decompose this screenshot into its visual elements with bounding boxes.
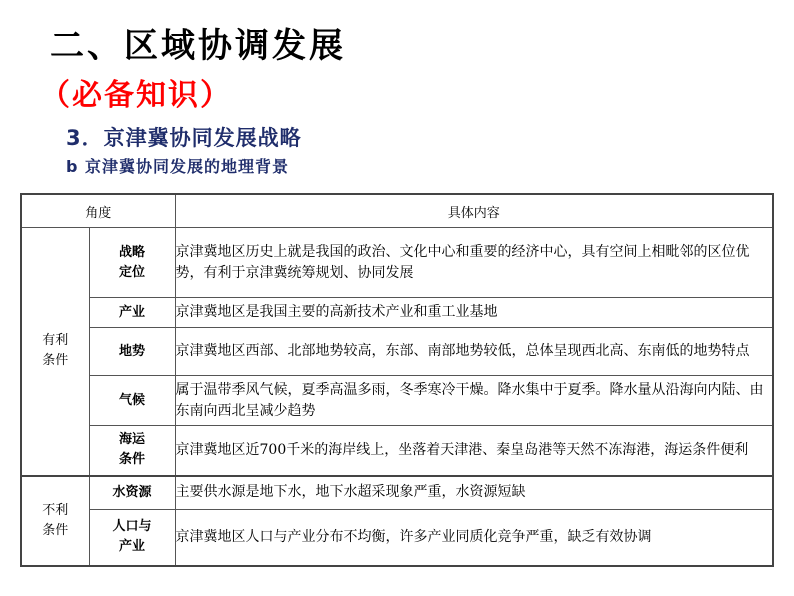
aspect-industry: 产业 (89, 298, 175, 328)
section-subtitle: b 京津冀协同发展的地理背景 (66, 157, 290, 176)
content-strategy: 京津冀地区历史上就是我国的政治、文化中心和重要的经济中心，具有空间上相毗邻的区位优势，有利于京津冀统筹规划、协同发展 (175, 228, 773, 298)
table-row (21, 328, 773, 376)
page-heading: 二、区域协调发展 (50, 26, 346, 66)
aspect-shipping: 海运 条件 (89, 426, 175, 476)
content-population: 京津冀地区人口与产业分布不均衡，许多产业同质化竞争严重，缺乏有效协调 (175, 510, 773, 566)
aspect-terrain: 地势 (89, 328, 175, 376)
table-row (21, 228, 773, 298)
favorable-label: 有利 条件 (21, 228, 89, 476)
aspect-climate: 气候 (89, 376, 175, 426)
table-header-row (21, 194, 773, 228)
table-row (21, 510, 773, 566)
content-water: 主要供水源是地下水，地下水超采现象严重，水资源短缺 (175, 476, 773, 510)
content-terrain: 京津冀地区西部、北部地势较高，东部、南部地势较低，总体呈现西北高、东南低的地势特点 (175, 328, 773, 376)
header-aspect: 角度 (21, 194, 175, 228)
aspect-strategy: 战略 定位 (89, 228, 175, 298)
content-climate: 属于温带季风气候，夏季高温多雨，冬季寒冷干燥。降水集中于夏季。降水量从沿海向内陆、由东南向西北呈减少趋势 (175, 376, 773, 426)
aspect-population: 人口与 产业 (89, 510, 175, 566)
header-content: 具体内容 (175, 194, 773, 228)
unfavorable-label: 不利 条件 (21, 476, 89, 566)
content-industry: 京津冀地区是我国主要的高新技术产业和重工业基地 (175, 298, 773, 328)
table-row (21, 376, 773, 426)
page-subheading: （必备知识） (40, 78, 232, 113)
table-row (21, 426, 773, 476)
section-title: 3．京津冀协同发展战略 (66, 126, 302, 150)
background-table (20, 193, 774, 567)
aspect-water: 水资源 (89, 476, 175, 510)
table-row (21, 476, 773, 510)
content-shipping: 京津冀地区近700千米的海岸线上，坐落着天津港、秦皇岛港等天然不冻海港，海运条件便利 (175, 426, 773, 476)
table-row (21, 298, 773, 328)
